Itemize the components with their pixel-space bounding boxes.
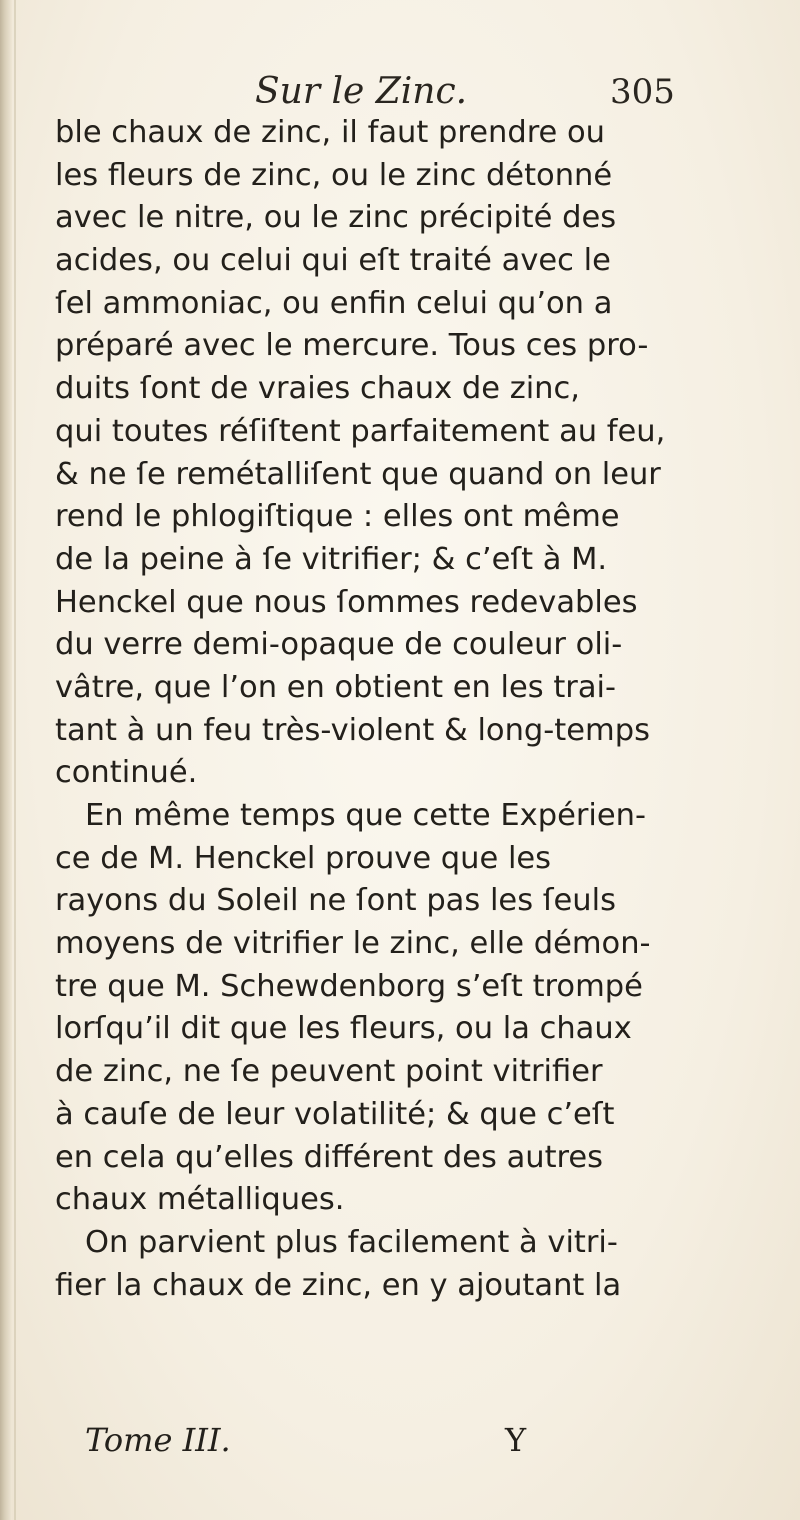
running-title: Sur le Zinc. <box>255 71 468 112</box>
text-line: rayons du Soleil ne ſont pas les ſeuls <box>55 883 616 919</box>
text-line: vâtre, que l’on en obtient en les trai- <box>55 669 617 705</box>
text-line: duits ſont de vraies chaux de zinc, <box>55 371 580 407</box>
text-line: moyens de vitrifier le zinc, elle démon- <box>55 926 651 962</box>
text-line: rend le phlogiſtique : elles ont même <box>55 499 620 535</box>
text-line: Henckel que nous ſommes redevables <box>55 584 638 620</box>
signature-mark: Y <box>505 1421 527 1459</box>
text-line: & ne ſe remétalliſent que quand on leur <box>55 456 661 492</box>
text-line: ble chaux de zinc, il faut prendre ou <box>55 115 606 150</box>
text-line: acides, ou celui qui eſt traité avec le <box>55 243 611 279</box>
text-line: du verre demi-opaque de couleur oli- <box>55 627 623 663</box>
text-line: fier la chaux de zinc, en y ajoutant la <box>55 1267 622 1303</box>
text-line: tre que M. Schewdenborg s’eſt trompé <box>55 968 643 1004</box>
paragraph-start-line: On parvient plus facilement à vitri- <box>85 1224 618 1260</box>
text-line: les fleurs de zinc, ou le zinc détonné <box>55 157 613 193</box>
text-line: avec le nitre, ou le zinc précipité des <box>55 200 617 236</box>
text-line: chaux métalliques. <box>55 1182 345 1218</box>
volume-marker: Tome III. <box>85 1421 231 1459</box>
text-line: lorſqu’il dit que les fleurs, ou la chaux <box>55 1011 632 1047</box>
text-line: préparé avec le mercure. Tous ces pro- <box>55 328 649 364</box>
text-line: à cauſe de leur volatilité; & que c’eſt <box>55 1096 615 1132</box>
page-number: 305 <box>610 72 675 112</box>
body-text <box>55 112 745 1307</box>
text-line: de zinc, ne ſe peuvent point vitrifier <box>55 1054 603 1090</box>
text-line: de la peine à ſe vitrifier; & c’eſt à M. <box>55 541 608 577</box>
text-line: qui toutes réſiſtent parfaitement au feu, <box>55 413 666 449</box>
text-line: en cela qu’elles différent des autres <box>55 1139 604 1175</box>
text-line: ſel ammoniac, ou enfin celui qu’on a <box>55 285 613 321</box>
page-edge <box>14 0 16 1520</box>
text-line: tant à un feu très-violent & long-temps <box>55 712 650 748</box>
text-line: continué. <box>55 755 198 791</box>
paragraph-start-line: En même temps que cette Expérien- <box>85 798 646 833</box>
binding-gutter <box>0 0 12 1520</box>
page-footer <box>55 1418 745 1466</box>
text-line: ce de M. Henckel prouve que les <box>55 840 552 876</box>
